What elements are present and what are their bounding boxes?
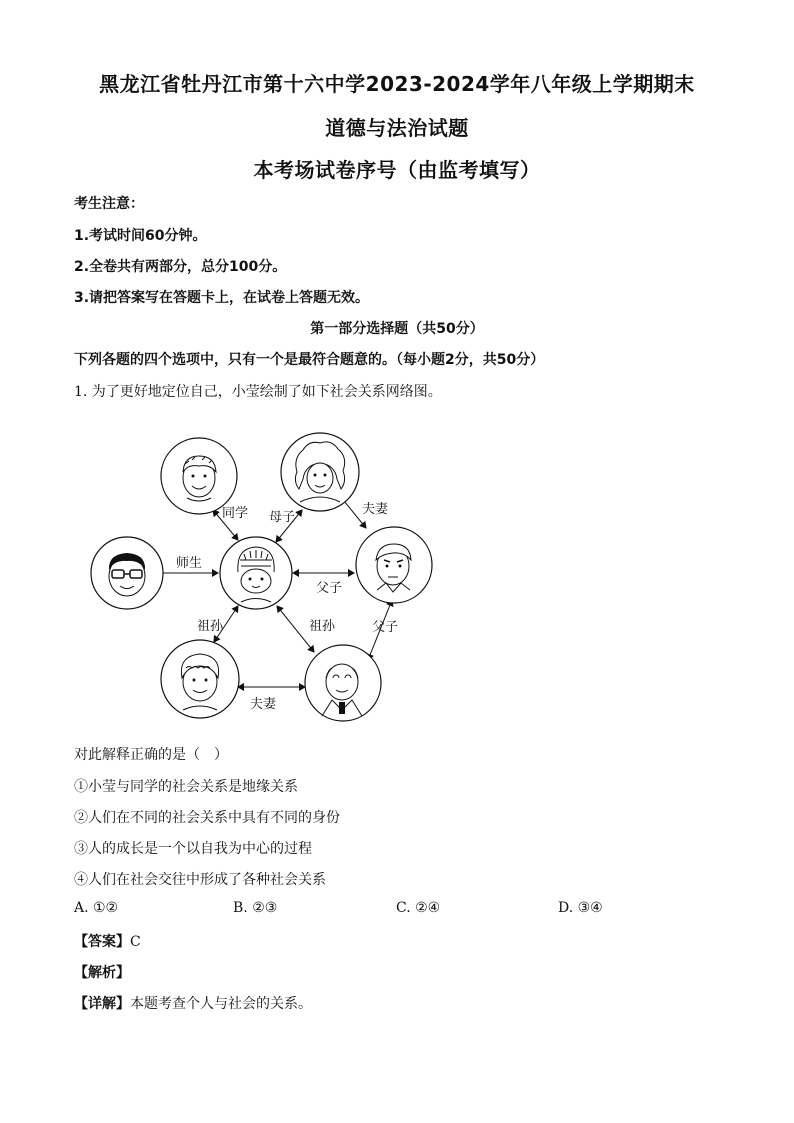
- answer-tag: 【答案】: [74, 934, 130, 950]
- option-b: B. ②③: [233, 900, 278, 916]
- notice-item-1: 1.考试时间60分钟。: [74, 228, 207, 244]
- question-stem: 1. 为了更好地定位自己，小莹绘制了如下社会关系网络图。: [74, 384, 442, 400]
- option-a: A. ①②: [74, 900, 119, 916]
- grandmother-icon: [161, 640, 239, 718]
- question-prompt: 对此解释正确的是（ ）: [74, 747, 228, 763]
- father-icon: [356, 527, 432, 603]
- exam-title-line1: 黑龙江省牡丹江市第十六中学2023-2024学年八年级上学期期末: [99, 72, 695, 96]
- notice-item-2: 2.全卷共有两部分，总分100分。: [74, 259, 287, 275]
- option-c: C. ②④: [396, 900, 441, 916]
- notice-item-3: 3.请把答案写在答题卡上，在试卷上答题无效。: [74, 290, 370, 306]
- analysis-tag: 【解析】: [74, 965, 130, 981]
- label-classmate: 同学: [222, 506, 249, 521]
- label-teacher-student: 师生: [176, 556, 203, 571]
- statement-1: ①小莹与同学的社会关系是地缘关系: [74, 779, 298, 795]
- detail-text: 本题考查个人与社会的关系。: [130, 996, 312, 1012]
- section-title: 第一部分选择题（共50分）: [310, 321, 484, 337]
- grandfather-icon: [305, 645, 381, 721]
- analysis-line: [74, 962, 130, 982]
- exam-title-line2: 道德与法治试题: [325, 116, 469, 140]
- notice-heading: 考生注意：: [74, 196, 144, 212]
- label-father-son-right: 父子: [372, 620, 399, 635]
- classmate-icon: [161, 438, 237, 514]
- statement-4: ④人们在社会交往中形成了各种社会关系: [74, 872, 326, 888]
- label-grand-right: 祖孙: [309, 619, 336, 634]
- xiaoying-icon: [220, 537, 292, 609]
- label-father-son-center: 父子: [316, 581, 343, 596]
- exam-title-line3: 本考场试卷序号（由监考填写）: [253, 158, 541, 182]
- label-grand-left: 祖孙: [197, 619, 224, 634]
- statement-2: ②人们在不同的社会关系中具有不同的身份: [74, 810, 340, 826]
- detail-line: [74, 993, 312, 1013]
- detail-tag: 【详解】: [74, 996, 130, 1012]
- answer-line: [74, 931, 141, 951]
- option-d: D. ③④: [558, 900, 603, 916]
- mother-icon: [281, 433, 359, 511]
- label-mother-son: 母子: [269, 510, 296, 525]
- social-network-diagram: [0, 420, 794, 730]
- statement-3: ③人的成长是一个以自我为中心的过程: [74, 841, 312, 857]
- teacher-icon: [91, 537, 163, 609]
- section-instruction: 下列各题的四个选项中，只有一个是最符合题意的。（每小题2分，共50分）: [74, 352, 545, 368]
- label-couple-top: 夫妻: [362, 502, 389, 517]
- answer-value: C: [130, 934, 141, 950]
- label-couple-bottom: 夫妻: [250, 697, 277, 712]
